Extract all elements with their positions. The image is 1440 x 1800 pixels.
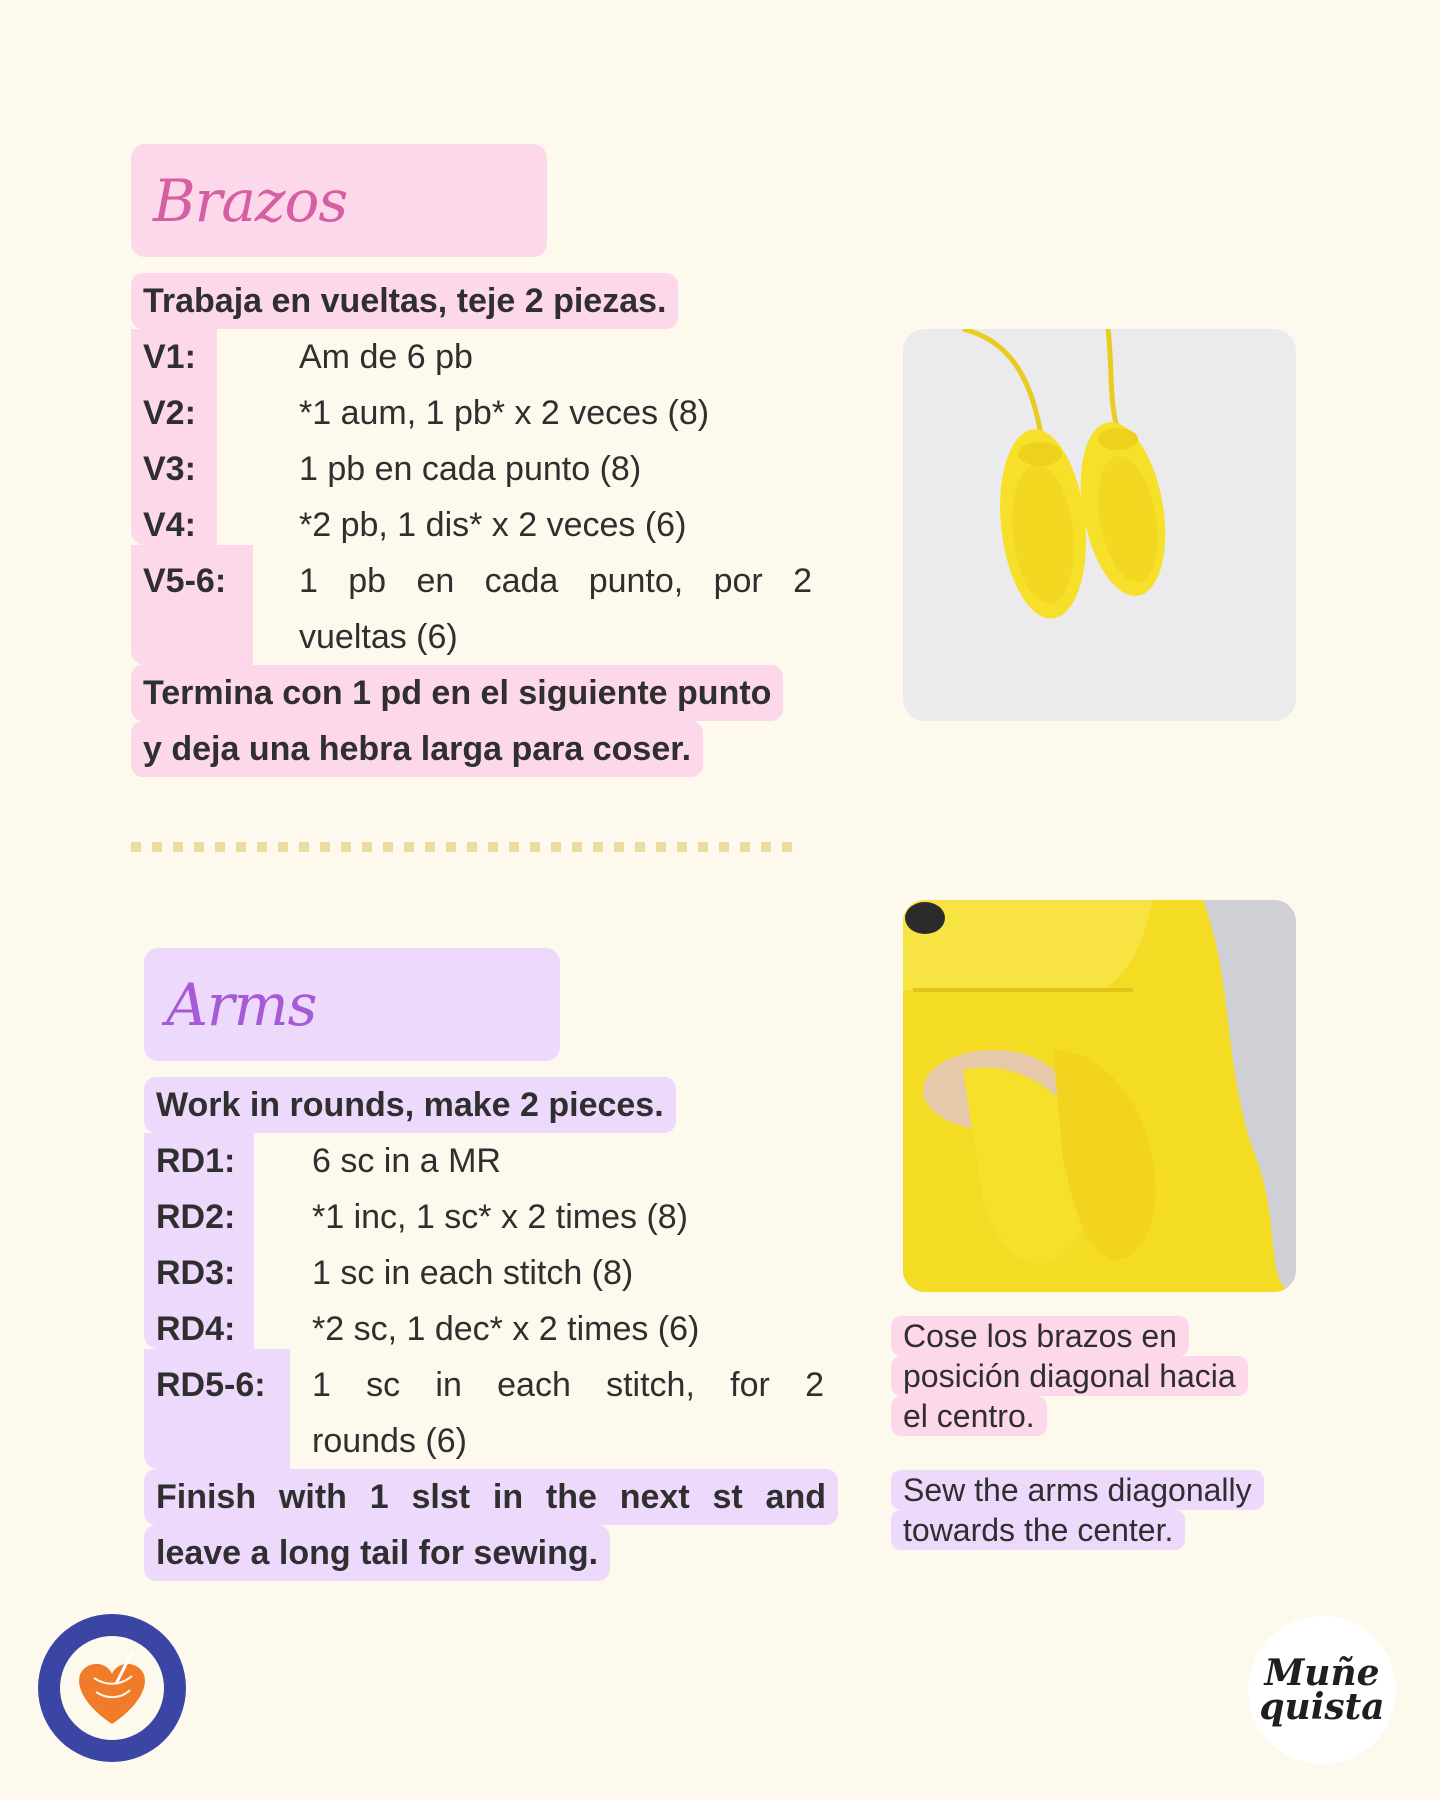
crocheteam-logo bbox=[36, 1612, 188, 1764]
title-arms bbox=[144, 948, 560, 1061]
round-label: RD5-6: bbox=[156, 1366, 266, 1404]
munequista-logo-line2: quista bbox=[1259, 1686, 1385, 1728]
photo-crochet-arms bbox=[903, 329, 1296, 721]
round-label: V3: bbox=[143, 450, 196, 488]
round-label: V1: bbox=[143, 338, 196, 376]
round-text: rounds (6) bbox=[312, 1422, 467, 1460]
english-finish-1: Finish with 1 slst in the next st and bbox=[144, 1469, 838, 1525]
round-text: *2 sc, 1 dec* x 2 times (6) bbox=[312, 1310, 700, 1348]
round-text: *1 inc, 1 sc* x 2 times (8) bbox=[312, 1198, 689, 1236]
english-caption-line: Sew the arms diagonally bbox=[891, 1470, 1264, 1510]
round-text: Am de 6 pb bbox=[299, 338, 473, 376]
round-label: RD2: bbox=[156, 1198, 236, 1236]
spanish-finish-2: y deja una hebra larga para coser. bbox=[131, 721, 703, 777]
round-text: 1 sc in each stitch, for 2 bbox=[312, 1366, 824, 1404]
title-arms-text: Arms bbox=[166, 970, 317, 1039]
title-brazos-text: Brazos bbox=[153, 166, 348, 235]
round-text: 1 sc in each stitch (8) bbox=[312, 1254, 634, 1292]
spanish-intro: Trabaja en vueltas, teje 2 piezas. bbox=[131, 273, 678, 329]
spanish-caption-line: el centro. bbox=[891, 1396, 1047, 1436]
round-label: RD3: bbox=[156, 1254, 236, 1292]
round-label: V4: bbox=[143, 506, 196, 544]
photo-arm-sewn bbox=[903, 900, 1296, 1292]
title-brazos bbox=[131, 144, 547, 257]
yellow-body-image bbox=[903, 900, 1296, 1292]
munequista-logo bbox=[1248, 1616, 1396, 1764]
round-text: *2 pb, 1 dis* x 2 veces (6) bbox=[299, 506, 687, 544]
spanish-caption-line: posición diagonal hacia bbox=[891, 1356, 1248, 1396]
section-divider bbox=[131, 842, 803, 852]
round-label: RD1: bbox=[156, 1142, 236, 1180]
round-text: *1 aum, 1 pb* x 2 veces (8) bbox=[299, 394, 710, 432]
round-text: 1 pb en cada punto, por 2 bbox=[299, 562, 812, 600]
english-finish-2: leave a long tail for sewing. bbox=[144, 1525, 610, 1581]
round-label: V5-6: bbox=[143, 562, 227, 600]
round-label: V2: bbox=[143, 394, 196, 432]
round-text: vueltas (6) bbox=[299, 618, 458, 656]
round-text: 1 pb en cada punto (8) bbox=[299, 450, 642, 488]
spanish-caption-line: Cose los brazos en bbox=[891, 1316, 1189, 1356]
munequista-logo-line1: Muñe bbox=[1264, 1652, 1380, 1694]
round-text: 6 sc in a MR bbox=[312, 1142, 501, 1180]
english-caption-line: towards the center. bbox=[891, 1510, 1185, 1550]
round-label: RD4: bbox=[156, 1310, 236, 1348]
spanish-finish-1: Termina con 1 pd en el siguiente punto bbox=[131, 665, 783, 721]
english-intro: Work in rounds, make 2 pieces. bbox=[144, 1077, 676, 1133]
yellow-arms-image bbox=[903, 329, 1296, 721]
